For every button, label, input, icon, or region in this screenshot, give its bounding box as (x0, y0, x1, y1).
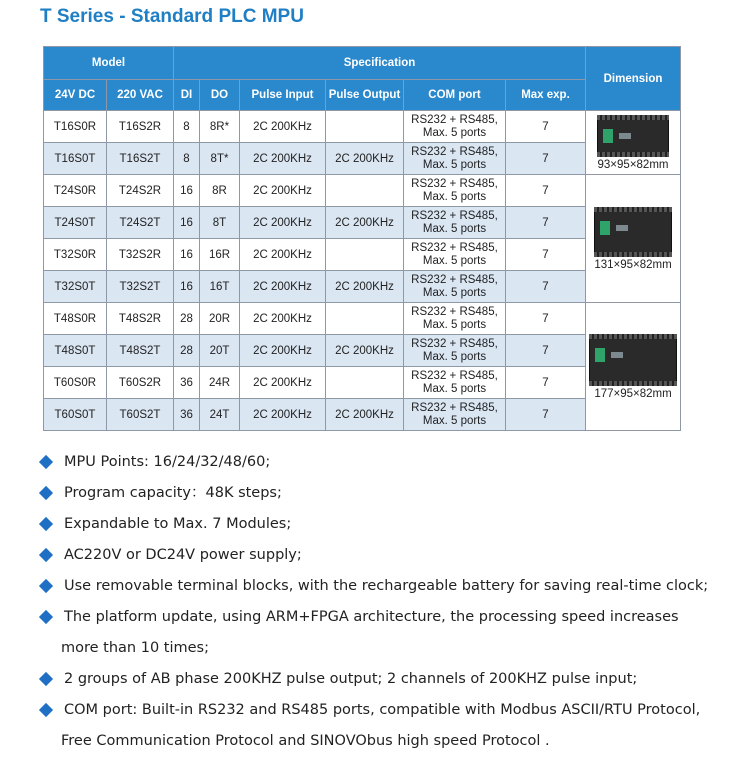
cell-dc: T32S0R (44, 239, 107, 271)
com-line: Max. 5 ports (422, 414, 487, 427)
cell-com-port (404, 239, 506, 271)
cell-di: 8 (174, 111, 200, 143)
col-header: COM port (404, 80, 506, 111)
cell-vac: T60S2R (107, 367, 174, 399)
cell-dc: T32S0T (44, 271, 107, 303)
cell-exp: 7 (506, 175, 586, 207)
cell-com-port (404, 271, 506, 303)
com-line: Max. 5 ports (422, 254, 487, 267)
diamond-bullet-icon (39, 672, 53, 686)
cell-dc: T16S0R (44, 111, 107, 143)
cell-do: 8T* (200, 143, 240, 175)
dimension-text: 177×95×82mm (594, 387, 672, 400)
cell-pout (326, 303, 404, 335)
cell-pin: 2C 200KHz (240, 175, 326, 207)
com-line: Max. 5 ports (422, 158, 487, 171)
dimension-text: 131×95×82mm (594, 258, 672, 271)
cell-di: 28 (174, 303, 200, 335)
col-header: 220 VAC (107, 80, 174, 111)
feature-text: Use removable terminal blocks, with the rechargeable battery for saving real-time clock; (64, 578, 709, 594)
com-line: Max. 5 ports (422, 286, 487, 299)
table-row (44, 335, 681, 367)
feature-text-continued: more than 10 times; (61, 640, 209, 656)
feature-item (38, 571, 738, 602)
diamond-bullet-icon (39, 517, 53, 531)
cell-pout: 2C 200KHz (326, 271, 404, 303)
cell-com-port (404, 143, 506, 175)
cell-pin: 2C 200KHz (240, 207, 326, 239)
header-dimension: Dimension (586, 47, 681, 111)
table-row (44, 111, 681, 143)
diamond-bullet-icon (39, 579, 53, 593)
com-line: Max. 5 ports (422, 190, 487, 203)
feature-list (38, 447, 738, 757)
cell-di: 16 (174, 239, 200, 271)
com-line: RS232 + RS485, (411, 145, 498, 158)
cell-vac: T48S2T (107, 335, 174, 367)
cell-dimension (586, 175, 681, 303)
com-line: RS232 + RS485, (411, 177, 498, 190)
plc-unit-image (594, 207, 672, 257)
cell-do: 16T (200, 271, 240, 303)
feature-text-continued: Free Communication Protocol and SINOVObus high speed Protocol . (61, 733, 550, 749)
feature-text: The platform update, using ARM+FPGA architecture, the processing speed increases (64, 609, 679, 625)
table-row (44, 143, 681, 175)
cell-dimension (586, 111, 681, 175)
cell-com-port (404, 111, 506, 143)
cell-com-port (404, 175, 506, 207)
cell-pin: 2C 200KHz (240, 271, 326, 303)
cell-di: 8 (174, 143, 200, 175)
cell-com-port (404, 399, 506, 431)
col-header: Pulse Input (240, 80, 326, 111)
cell-vac: T24S2T (107, 207, 174, 239)
cell-dc: T60S0T (44, 399, 107, 431)
cell-vac: T32S2T (107, 271, 174, 303)
cell-dc: T24S0T (44, 207, 107, 239)
cell-di: 28 (174, 335, 200, 367)
com-line: Max. 5 ports (422, 318, 487, 331)
cell-do: 8R* (200, 111, 240, 143)
cell-pout (326, 175, 404, 207)
diamond-bullet-icon (39, 455, 53, 469)
cell-pin: 2C 200KHz (240, 143, 326, 175)
cell-pout (326, 239, 404, 271)
feature-item (38, 447, 738, 478)
feature-item (38, 602, 738, 664)
col-header: 24V DC (44, 80, 107, 111)
table-row (44, 303, 681, 335)
cell-do: 8T (200, 207, 240, 239)
table-row (44, 271, 681, 303)
spec-table (43, 46, 681, 431)
feature-item (38, 695, 738, 757)
table-row (44, 367, 681, 399)
feature-item (38, 509, 738, 540)
cell-pout: 2C 200KHz (326, 399, 404, 431)
cell-pin: 2C 200KHz (240, 303, 326, 335)
cell-di: 16 (174, 175, 200, 207)
col-header: Max exp. (506, 80, 586, 111)
cell-vac: T32S2R (107, 239, 174, 271)
cell-vac: T48S2R (107, 303, 174, 335)
com-line: Max. 5 ports (422, 350, 487, 363)
plc-unit-image (597, 115, 669, 157)
feature-item (38, 478, 738, 509)
cell-di: 16 (174, 207, 200, 239)
cell-do: 20T (200, 335, 240, 367)
cell-dc: T60S0R (44, 367, 107, 399)
cell-do: 20R (200, 303, 240, 335)
cell-exp: 7 (506, 271, 586, 303)
cell-do: 24R (200, 367, 240, 399)
cell-pin: 2C 200KHz (240, 335, 326, 367)
com-line: RS232 + RS485, (411, 113, 498, 126)
cell-exp: 7 (506, 143, 586, 175)
cell-pout (326, 111, 404, 143)
com-line: RS232 + RS485, (411, 305, 498, 318)
diamond-bullet-icon (39, 610, 53, 624)
feature-item (38, 540, 738, 571)
cell-exp: 7 (506, 207, 586, 239)
com-line: RS232 + RS485, (411, 369, 498, 382)
cell-com-port (404, 303, 506, 335)
cell-dc: T48S0R (44, 303, 107, 335)
feature-text: COM port: Built-in RS232 and RS485 ports, compatible with Modbus ASCII/RTU Protocol, (64, 702, 701, 718)
feature-text: 2 groups of AB phase 200KHZ pulse output; 2 channels of 200KHZ pulse input; (64, 671, 638, 687)
table-row (44, 175, 681, 207)
feature-text: Expandable to Max. 7 Modules; (64, 516, 292, 532)
diamond-bullet-icon (39, 486, 53, 500)
com-line: RS232 + RS485, (411, 273, 498, 286)
cell-exp: 7 (506, 335, 586, 367)
com-line: Max. 5 ports (422, 126, 487, 139)
col-header: Pulse Output (326, 80, 404, 111)
cell-dc: T16S0T (44, 143, 107, 175)
cell-di: 16 (174, 271, 200, 303)
page-title: T Series - Standard PLC MPU (40, 6, 304, 27)
cell-pin: 2C 200KHz (240, 239, 326, 271)
table-row (44, 399, 681, 431)
feature-text: AC220V or DC24V power supply; (64, 547, 302, 563)
com-line: Max. 5 ports (422, 382, 487, 395)
feature-text: Program capacity：48K steps; (64, 485, 282, 501)
header-specification: Specification (174, 47, 586, 80)
com-line: RS232 + RS485, (411, 209, 498, 222)
cell-do: 8R (200, 175, 240, 207)
cell-vac: T24S2R (107, 175, 174, 207)
cell-pin: 2C 200KHz (240, 399, 326, 431)
com-line: RS232 + RS485, (411, 401, 498, 414)
table-row (44, 207, 681, 239)
cell-exp: 7 (506, 367, 586, 399)
cell-com-port (404, 207, 506, 239)
cell-com-port (404, 367, 506, 399)
cell-pout: 2C 200KHz (326, 143, 404, 175)
com-line: RS232 + RS485, (411, 337, 498, 350)
cell-di: 36 (174, 399, 200, 431)
table-row (44, 239, 681, 271)
header-model: Model (44, 47, 174, 80)
com-line: Max. 5 ports (422, 222, 487, 235)
cell-vac: T60S2T (107, 399, 174, 431)
cell-com-port (404, 335, 506, 367)
col-header: DO (200, 80, 240, 111)
cell-exp: 7 (506, 399, 586, 431)
feature-text: MPU Points: 16/24/32/48/60; (64, 454, 271, 470)
cell-do: 24T (200, 399, 240, 431)
cell-di: 36 (174, 367, 200, 399)
cell-dimension (586, 303, 681, 431)
cell-exp: 7 (506, 239, 586, 271)
col-header: DI (174, 80, 200, 111)
cell-exp: 7 (506, 111, 586, 143)
plc-unit-image (589, 334, 677, 386)
cell-exp: 7 (506, 303, 586, 335)
diamond-bullet-icon (39, 548, 53, 562)
cell-dc: T48S0T (44, 335, 107, 367)
diamond-bullet-icon (39, 703, 53, 717)
cell-pout: 2C 200KHz (326, 207, 404, 239)
cell-do: 16R (200, 239, 240, 271)
cell-pout (326, 367, 404, 399)
cell-vac: T16S2R (107, 111, 174, 143)
cell-pout: 2C 200KHz (326, 335, 404, 367)
cell-pin: 2C 200KHz (240, 367, 326, 399)
com-line: RS232 + RS485, (411, 241, 498, 254)
feature-item (38, 664, 738, 695)
cell-vac: T16S2T (107, 143, 174, 175)
dimension-text: 93×95×82mm (597, 158, 669, 171)
cell-pin: 2C 200KHz (240, 111, 326, 143)
cell-dc: T24S0R (44, 175, 107, 207)
